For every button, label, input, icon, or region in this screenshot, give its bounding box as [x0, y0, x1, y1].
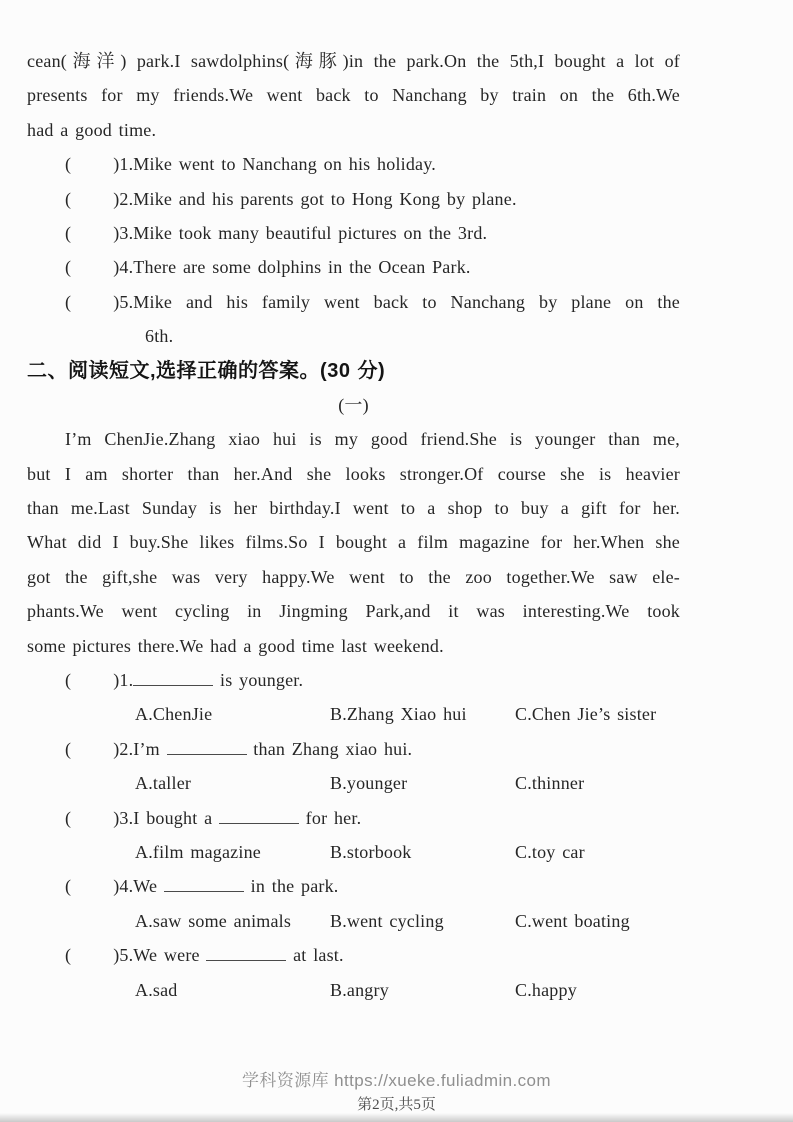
passage2-line: but I am shorter than her.And she looks stronger.Of course she is heavier: [27, 463, 680, 484]
answer-bracket-open: (: [65, 945, 72, 966]
option-c: C.toy car: [515, 841, 585, 862]
option-a: A.taller: [135, 773, 192, 794]
option-b: B.storbook: [330, 841, 412, 862]
answer-bracket-open: (: [65, 670, 72, 691]
mc-question-5: [27, 938, 680, 972]
fill-blank: [133, 685, 213, 686]
option-c: C.went boating: [515, 910, 630, 931]
tf-question-3: [27, 216, 680, 250]
option-c: C.Chen Jie’s sister: [515, 704, 657, 725]
tf-question-5: [27, 285, 680, 319]
option-b: B.angry: [330, 979, 389, 1000]
mc-question-4: [27, 869, 680, 903]
option-a: A.ChenJie: [135, 704, 213, 725]
passage2-line: than me.Last Sunday is her birthday.I went to a shop to buy a gift for her.: [27, 498, 680, 519]
passage2-subtitle: (一): [338, 394, 369, 415]
mc-options-4: [27, 904, 680, 938]
mc-options-1: [27, 697, 680, 731]
tf-question-1: [27, 147, 680, 181]
passage2-line: some pictures there.We had a good time last weekend.: [27, 635, 444, 656]
passage1-line: had a good time.: [27, 119, 157, 140]
tf-question-text: )3.Mike took many beautiful pictures on the 3rd.: [113, 222, 488, 243]
mc-question-3: [27, 801, 680, 835]
fill-blank: [167, 754, 247, 755]
passage2-line: I’m ChenJie.Zhang xiao hui is my good friend.She is younger than me,: [65, 429, 680, 450]
mc-question-pre: )1.: [113, 670, 134, 691]
fill-blank: [206, 960, 286, 961]
tf-question-4: [27, 250, 680, 284]
option-a: A.sad: [135, 979, 178, 1000]
tf-question-text: )2.Mike and his parents got to Hong Kong by plane.: [113, 188, 517, 209]
tf-question-text: )1.Mike went to Nanchang on his holiday.: [113, 154, 436, 175]
option-c: C.thinner: [515, 773, 585, 794]
option-b: B.went cycling: [330, 910, 444, 931]
mc-question-post: in the park.: [243, 876, 339, 897]
answer-bracket-open: (: [65, 807, 72, 828]
tf-question-text: )4.There are some dolphins in the Ocean Park.: [113, 257, 471, 278]
passage2-line: What did I buy.She likes films.So I bought a film magazine for her.When she: [27, 532, 680, 553]
passage1-line: presents for my friends.We went back to Nanchang by train on the 6th.We: [27, 85, 680, 106]
answer-bracket-open: (: [65, 154, 72, 175]
tf-question-5-continuation: 6th.: [145, 326, 174, 347]
mc-question-post: for her.: [298, 807, 362, 828]
passage2-line: phants.We went cycling in Jingming Park,and it was interesting.We took: [27, 601, 680, 622]
answer-bracket-open: (: [65, 291, 72, 312]
mc-options-5: [27, 973, 680, 1007]
mc-question-pre: )2.I’m: [113, 738, 167, 759]
footer-site-watermark: 学科资源库 https://xueke.fuliadmin.com: [242, 1071, 551, 1090]
tf-question-2: [27, 182, 680, 216]
option-b: B.younger: [330, 773, 408, 794]
tf-question-text: )5.Mike and his family went back to Nanchang by plane on the: [113, 291, 680, 312]
page-content: [27, 44, 680, 1007]
option-a: A.film magazine: [135, 841, 261, 862]
mc-question-2: [27, 732, 680, 766]
answer-bracket-open: (: [65, 257, 72, 278]
option-a: A.saw some animals: [135, 910, 292, 931]
passage1-line: cean(海洋) park.I sawdolphins(海豚)in the park.On the 5th,I bought a lot of: [27, 51, 680, 71]
mc-question-1: [27, 663, 680, 697]
fill-blank: [164, 891, 244, 892]
mc-question-post: than Zhang xiao hui.: [246, 738, 413, 759]
mc-options-3: [27, 835, 680, 869]
passage2-line: got the gift,she was very happy.We went to the zoo together.We saw ele-: [27, 566, 680, 587]
mc-question-pre: )4.We: [113, 876, 164, 897]
section2-title: 二、阅读短文,选择正确的答案。(30 分): [27, 359, 386, 382]
option-c: C.happy: [515, 979, 577, 1000]
page-number: 第2页,共5页: [357, 1097, 436, 1113]
mc-options-2: [27, 766, 680, 800]
option-b: B.Zhang Xiao hui: [330, 704, 467, 725]
mc-question-post: at last.: [286, 945, 344, 966]
mc-question-pre: )5.We were: [113, 945, 207, 966]
answer-bracket-open: (: [65, 188, 72, 209]
mc-question-post: is younger.: [213, 670, 304, 691]
answer-bracket-open: (: [65, 738, 72, 759]
answer-bracket-open: (: [65, 876, 72, 897]
mc-question-pre: )3.I bought a: [113, 807, 219, 828]
fill-blank: [219, 823, 299, 824]
answer-bracket-open: (: [65, 222, 72, 243]
